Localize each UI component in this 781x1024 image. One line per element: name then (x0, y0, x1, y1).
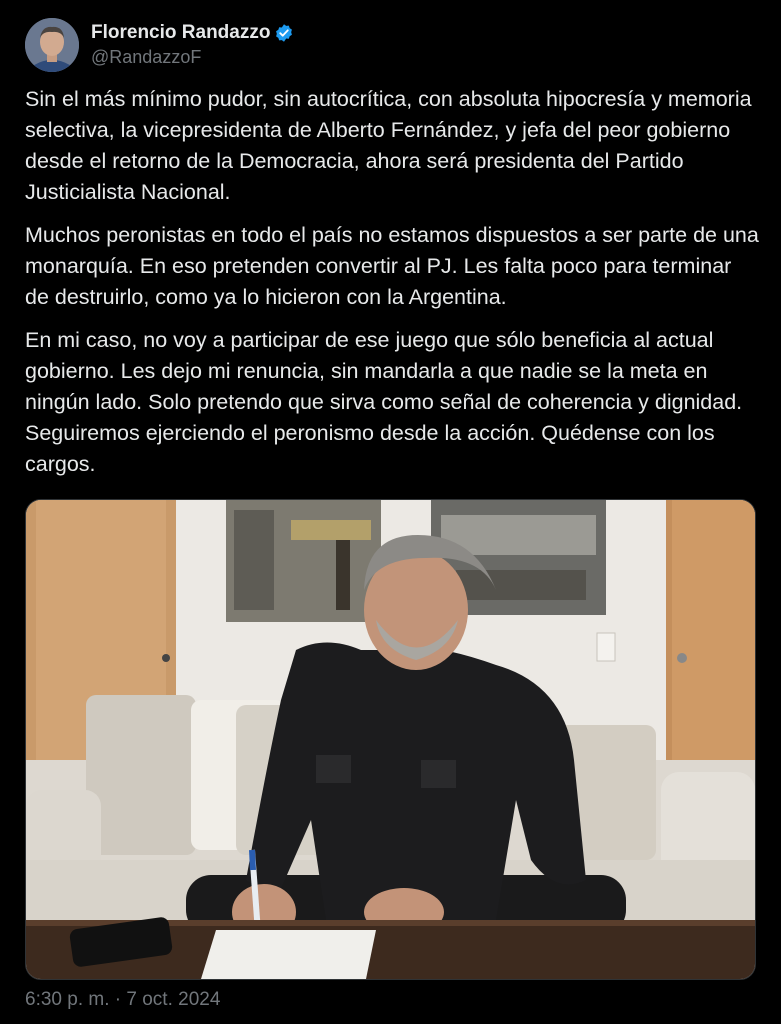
tweet-timestamp[interactable]: 6:30 p. m. · 7 oct. 2024 (25, 989, 221, 1010)
tweet-paragraph: Sin el más mínimo pudor, sin autocrítica, con absoluta hipocresía y memoria selectiva, la vicepresidenta de Alberto Fernández, y jefa del peor gobierno desde el retorno de la Democracia, ahora será presidenta del Partido Justicialista Nacional. (25, 87, 752, 204)
tweet-paragraph: En mi caso, no voy a participar de ese juego que sólo beneficia al actual gobierno. Les dejo mi renuncia, sin mandarla a que nadie se la meta en ningún lado. Solo pretendo que sirva como señal de coherencia y dignidad. Seguiremos ejerciendo el peronismo desde la acción. Quédense con los cargos. (25, 328, 743, 476)
author-names (91, 22, 294, 68)
verified-badge-icon (274, 23, 294, 43)
avatar[interactable] (25, 18, 79, 72)
author-display-name[interactable]: Florencio Randazzo (91, 22, 271, 43)
tweet-photo[interactable] (25, 499, 756, 980)
tweet-paragraph: Muchos peronistas en todo el país no estamos dispuestos a ser parte de una monarquía. En eso pretenden convertir al PJ. Les falta poco para terminar de destruirlo, como ya lo hicieron con la Argentina. (25, 223, 759, 309)
author-handle[interactable]: @RandazzoF (91, 47, 202, 67)
tweet-text (25, 84, 760, 492)
tweet-header (25, 18, 294, 72)
